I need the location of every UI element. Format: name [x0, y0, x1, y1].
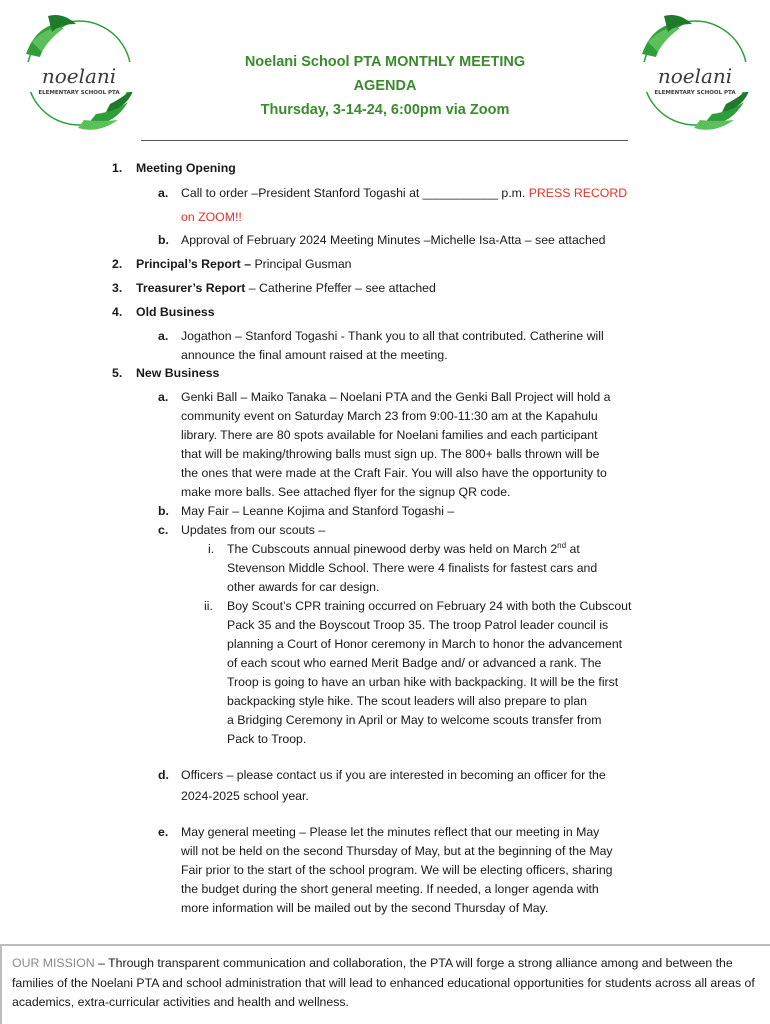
sub-letter: b. — [158, 233, 169, 247]
sub-letter: d. — [158, 768, 169, 782]
scout-update-line: backpacking style hike. The scout leaders will also prepare to plan — [227, 694, 587, 708]
sub-item-line: make more balls. See attached flyer for the signup QR code. — [181, 485, 511, 499]
sub-item-text: Approval of February 2024 Meeting Minutes –Michelle Isa-Atta – see attached — [181, 233, 606, 247]
sub-item-line: that will be making/throwing balls must sign up. The 800+ balls thrown will be — [181, 447, 600, 461]
scout-update-line: Stevenson Middle School. There were 4 finalists for fastest cars and — [227, 561, 598, 575]
sub-item-line: Jogathon – Stanford Togashi - Thank you to all that contributed. Catherine will — [181, 329, 604, 343]
call-to-order-text: Call to order –President Stanford Togashi at ___________ p.m. — [181, 186, 526, 200]
sub-item-line: will not be held on the second Thursday of May, but at the beginning of the May — [181, 844, 613, 858]
header-divider — [141, 140, 628, 141]
document-header — [140, 50, 630, 122]
ordinal-suffix: nd — [557, 540, 567, 550]
header-date-line: Thursday, 3-14-24, 6:00pm via Zoom — [260, 102, 510, 118]
scout-update-line: Pack to Troop. — [227, 732, 307, 746]
item-number: 2. — [112, 257, 123, 271]
mission-text: – Through transparent communication and collaboration, the PTA will forge a strong alliance among and between the families of the Noelani PTA and school administration that will lead to enhanced educational opportunities for students across all areas of academics, extra-curricular activities and health and wellness. — [12, 956, 755, 1009]
scout-update-line: Boy Scout’s CPR training occurred on February 24 with both the Cubscout — [227, 599, 632, 613]
sub-item-line: Genki Ball – Maiko Tanaka – Noelani PTA and the Genki Ball Project will hold a — [181, 390, 611, 404]
sub-item-line: May general meeting – Please let the minutes reflect that our meeting in May — [181, 825, 600, 839]
item-number: 5. — [112, 366, 123, 380]
header-title — [140, 50, 630, 74]
item-number: 3. — [112, 281, 123, 295]
scout-update-line: Troop is going to have an urban hike with backpacking. It will be the first — [227, 675, 619, 689]
roman-numeral: i. — [208, 542, 215, 556]
item-line — [136, 255, 352, 274]
scout-update-line: of each scout who earned Merit Badge and/ or advanced a rank. The — [227, 656, 602, 670]
item-title: Treasurer’s Report — [136, 281, 246, 295]
sub-letter: a. — [158, 329, 169, 343]
item-text: – Catherine Pfeffer – see attached — [245, 281, 436, 295]
sub-item-line: Fair prior to the start of the school program. We will be electing officers, sharing — [181, 863, 613, 877]
sub-item-line: Officers – please contact us if you are interested in becoming an officer for the — [181, 768, 606, 782]
sub-item-line: announce the final amount raised at the meeting. — [181, 348, 448, 362]
item-number: 4. — [112, 305, 123, 319]
item-title: Principal’s Report – — [136, 257, 252, 271]
logo-sub-text: ELEMENTARY SCHOOL PTA — [38, 90, 120, 96]
sub-letter: b. — [158, 504, 169, 518]
item-title: Meeting Opening — [136, 161, 236, 175]
sub-item-line: the ones that were made at the Craft Fair. You will also have the opportunity to — [181, 466, 607, 480]
item-number: 1. — [112, 161, 123, 175]
pta-logo-left — [18, 12, 140, 134]
sub-item-line: 2024-2025 school year. — [181, 789, 309, 803]
mission-statement — [12, 954, 764, 1013]
item-line — [136, 279, 436, 298]
item-title: New Business — [136, 366, 220, 380]
sub-letter: a. — [158, 390, 169, 404]
header-title-rest: MONTHLY MEETING — [380, 54, 526, 70]
header-agenda: AGENDA — [353, 78, 417, 94]
sub-letter: a. — [158, 186, 169, 200]
scout-update-text: at — [566, 542, 580, 556]
sub-item-line: May Fair – Leanne Kojima and Stanford Togashi – — [181, 504, 455, 518]
leaf-wreath-icon — [634, 12, 756, 134]
scout-update-line — [227, 540, 580, 559]
scout-update-line: other awards for car design. — [227, 580, 380, 594]
item-text: Principal Gusman — [251, 257, 352, 271]
mission-statement-box — [0, 944, 770, 1024]
sub-letter: c. — [158, 523, 169, 537]
roman-numeral: ii. — [204, 599, 213, 613]
logo-brand-text: noelani — [657, 64, 733, 88]
sub-item-text — [181, 184, 627, 203]
sub-item-line: the budget during the short general meeting. If needed, a longer agenda with — [181, 882, 599, 896]
sub-item-line: more information will be mailed out by the second Thursday of May. — [181, 901, 549, 915]
sub-item-line: Updates from our scouts – — [181, 523, 326, 537]
logo-sub-text: ELEMENTARY SCHOOL PTA — [654, 90, 736, 96]
sub-letter: e. — [158, 825, 169, 839]
mission-label: OUR MISSION — [12, 956, 95, 970]
scout-update-line: a Bridging Ceremony in April or May to welcome scouts transfer from — [227, 713, 602, 727]
header-title-school: Noelani School PTA — [244, 54, 381, 70]
press-record-text-cont: on ZOOM!! — [181, 210, 242, 224]
scout-update-line: planning a Court of Honor ceremony in March to honor the advancement — [227, 637, 623, 651]
scout-update-text: The Cubscouts annual pinewood derby was held on March 2 — [227, 542, 558, 556]
scout-update-line: Pack 35 and the Boyscout Troop 35. The troop Patrol leader council is — [227, 618, 609, 632]
pta-logo-right — [634, 12, 756, 134]
logo-brand-text: noelani — [41, 64, 117, 88]
sub-item-line: community event on Saturday March 23 from 9:00-11:30 am at the Kapahulu — [181, 409, 598, 423]
sub-item-line: library. There are 80 spots available for Noelani families and each participant — [181, 428, 598, 442]
leaf-wreath-icon — [18, 12, 140, 134]
item-title: Old Business — [136, 305, 215, 319]
press-record-text: PRESS RECORD — [525, 186, 628, 200]
